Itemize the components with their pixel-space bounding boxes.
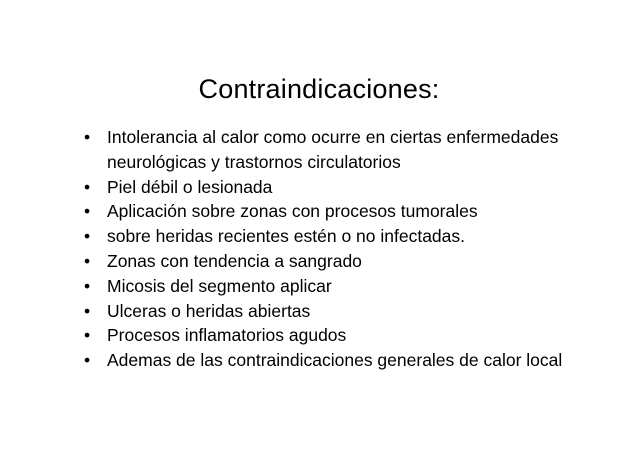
list-item bbox=[84, 299, 584, 324]
list-item-text: Intolerancia al calor como ocurre en ciertas enfermedades neurológicas y trastornos circulatorios bbox=[107, 127, 559, 172]
list-item-text: Piel débil o lesionada bbox=[107, 176, 273, 197]
bullet-icon: • bbox=[84, 300, 91, 321]
list-item bbox=[84, 199, 584, 224]
bullet-list bbox=[84, 125, 584, 373]
bullet-icon: • bbox=[84, 176, 91, 197]
list-item-text: Zonas con tendencia a sangrado bbox=[107, 250, 362, 271]
list-item bbox=[84, 348, 584, 373]
list-item bbox=[84, 274, 584, 299]
bullet-icon: • bbox=[84, 325, 91, 346]
bullet-icon: • bbox=[84, 226, 91, 247]
list-item bbox=[84, 224, 584, 249]
list-item-text: Ulceras o heridas abiertas bbox=[107, 300, 311, 321]
bullet-icon: • bbox=[84, 127, 91, 147]
list-item bbox=[84, 323, 584, 348]
list-item-text: Micosis del segmento aplicar bbox=[107, 275, 332, 296]
list-item bbox=[84, 175, 584, 200]
list-item bbox=[84, 125, 584, 175]
list-item bbox=[84, 249, 584, 274]
bullet-icon: • bbox=[84, 250, 91, 271]
list-item-text: Ademas de las contraindicaciones generales de calor local bbox=[107, 350, 563, 371]
bullet-icon: • bbox=[84, 350, 91, 371]
list-item-text: Aplicación sobre zonas con procesos tumorales bbox=[107, 201, 478, 222]
list-item-text: sobre heridas recientes estén o no infectadas. bbox=[107, 226, 465, 247]
bullet-icon: • bbox=[84, 201, 91, 222]
slide-title: Contraindicaciones: bbox=[198, 74, 440, 104]
list-item-text: Procesos inflamatorios agudos bbox=[107, 325, 347, 346]
bullet-icon: • bbox=[84, 275, 91, 296]
